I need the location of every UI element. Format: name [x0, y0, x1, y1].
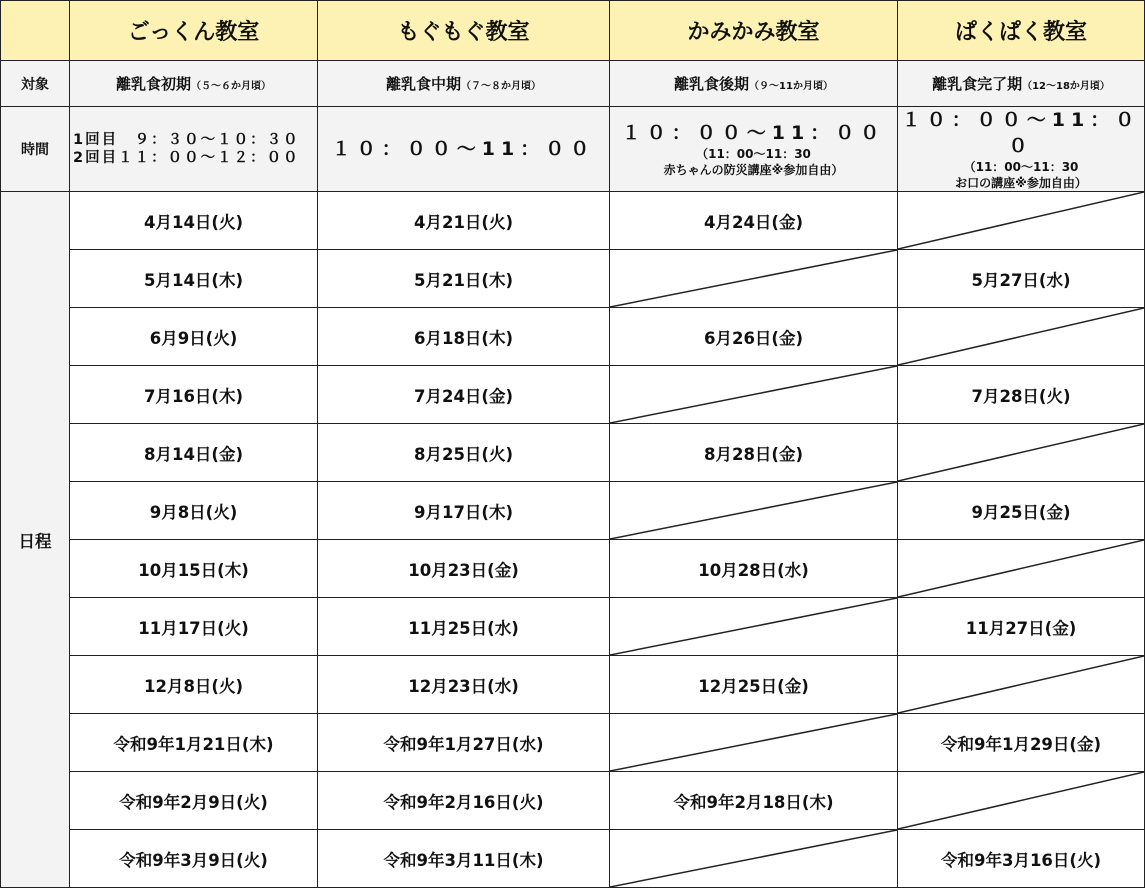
date-rows [1, 192, 1145, 888]
session-date-mogumogu: 令和9年3月11日(木) [318, 830, 610, 888]
time-gokkun [70, 107, 318, 192]
date-row [1, 540, 1145, 598]
target-row [1, 61, 1145, 107]
session-date-mogumogu: 11月25日(水) [318, 598, 610, 656]
session-date-kamikami: 12月25日(金) [610, 656, 898, 714]
class-name-kamikami: かみかみ教室 [610, 1, 898, 61]
time-main: １０：００～11：００ [331, 138, 596, 160]
session-date-gokkun: 9月8日(火) [70, 482, 318, 540]
diagonal-strike-line [610, 598, 897, 655]
date-row [1, 598, 1145, 656]
no-session-cell-kamikami [610, 250, 898, 308]
session-date-gokkun: 4月14日(火) [70, 192, 318, 250]
no-session-cell-pakupaku [898, 772, 1145, 830]
time-kamikami [610, 107, 898, 192]
session-date-mogumogu: 7月24日(金) [318, 366, 610, 424]
time-row [1, 107, 1145, 192]
diagonal-strike-line [898, 424, 1144, 481]
session-date-gokkun: 10月15日(木) [70, 540, 318, 598]
date-row [1, 192, 1145, 250]
no-session-cell-pakupaku [898, 540, 1145, 598]
no-session-cell-pakupaku [898, 424, 1145, 482]
no-session-cell-kamikami [610, 830, 898, 888]
target-age-note: （９～11か月頃） [749, 81, 833, 92]
date-row [1, 366, 1145, 424]
target-age-note: （７～８か月頃） [461, 81, 541, 92]
date-row [1, 656, 1145, 714]
no-session-cell-pakupaku [898, 656, 1145, 714]
session-date-kamikami: 6月26日(金) [610, 308, 898, 366]
time-session-1: 1回目 ９：３０～１０：３０ [73, 132, 300, 148]
time-session-2: 2回目１１：００～１２：００ [73, 150, 300, 166]
date-row [1, 830, 1145, 888]
time-row-label: 時間 [1, 107, 70, 192]
time-extra-note: お口の講座※参加自由） [955, 176, 1087, 190]
session-date-gokkun: 11月17日(火) [70, 598, 318, 656]
time-extra: （11：00～11：30 [696, 147, 811, 161]
time-mogumogu [318, 107, 610, 192]
date-row [1, 482, 1145, 540]
target-row-label: 対象 [1, 61, 70, 107]
session-date-mogumogu: 5月21日(木) [318, 250, 610, 308]
diagonal-strike-line [898, 192, 1144, 249]
target-gokkun [70, 61, 318, 107]
target-pakupaku [898, 61, 1145, 107]
session-date-gokkun: 令和9年3月9日(火) [70, 830, 318, 888]
class-name-pakupaku: ぱくぱく教室 [898, 1, 1145, 61]
diagonal-strike-line [898, 656, 1144, 713]
session-date-mogumogu: 12月23日(水) [318, 656, 610, 714]
session-date-pakupaku: 9月25日(金) [898, 482, 1145, 540]
class-name-gokkun: ごっくん教室 [70, 1, 318, 61]
session-date-mogumogu: 10月23日(金) [318, 540, 610, 598]
no-session-cell-kamikami [610, 482, 898, 540]
date-row [1, 714, 1145, 772]
date-row [1, 250, 1145, 308]
session-date-mogumogu: 4月21日(火) [318, 192, 610, 250]
target-age-note: （12～18か月頃） [1022, 81, 1110, 92]
target-label: 離乳食初期 [115, 75, 191, 93]
diagonal-strike-line [610, 250, 897, 307]
session-date-pakupaku: 令和9年1月29日(金) [898, 714, 1145, 772]
session-date-pakupaku: 5月27日(水) [898, 250, 1145, 308]
session-date-pakupaku: 7月28日(火) [898, 366, 1145, 424]
session-date-kamikami: 令和9年2月18日(木) [610, 772, 898, 830]
corner-cell [1, 1, 70, 61]
session-date-mogumogu: 9月17日(木) [318, 482, 610, 540]
diagonal-strike-line [898, 540, 1144, 597]
date-row [1, 772, 1145, 830]
session-date-pakupaku: 令和9年3月16日(火) [898, 830, 1145, 888]
session-date-mogumogu: 令和9年1月27日(水) [318, 714, 610, 772]
session-date-kamikami: 10月28日(水) [610, 540, 898, 598]
session-date-gokkun: 令和9年1月21日(木) [70, 714, 318, 772]
session-date-gokkun: 12月8日(火) [70, 656, 318, 714]
session-date-mogumogu: 6月18日(木) [318, 308, 610, 366]
no-session-cell-kamikami [610, 366, 898, 424]
session-date-gokkun: 8月14日(金) [70, 424, 318, 482]
time-extra: （11：00～11：30 [963, 160, 1079, 174]
diagonal-strike-line [898, 308, 1144, 365]
session-date-gokkun: 7月16日(木) [70, 366, 318, 424]
session-date-pakupaku: 11月27日(金) [898, 598, 1145, 656]
target-label: 離乳食中期 [385, 75, 461, 93]
no-session-cell-pakupaku [898, 192, 1145, 250]
time-extra-note: 赤ちゃんの防災講座※参加自由） [663, 163, 844, 177]
time-main: １０：００～11：００ [621, 122, 886, 144]
session-date-gokkun: 6月9日(火) [70, 308, 318, 366]
diagonal-strike-line [610, 714, 897, 771]
no-session-cell-kamikami [610, 598, 898, 656]
no-session-cell-pakupaku [898, 308, 1145, 366]
header-row [1, 1, 1145, 61]
target-label: 離乳食完了期 [932, 75, 1023, 93]
target-mogumogu [318, 61, 610, 107]
session-date-mogumogu: 8月25日(火) [318, 424, 610, 482]
session-date-gokkun: 5月14日(木) [70, 250, 318, 308]
date-row [1, 424, 1145, 482]
session-date-gokkun: 令和9年2月9日(火) [70, 772, 318, 830]
session-date-kamikami: 8月28日(金) [610, 424, 898, 482]
session-date-mogumogu: 令和9年2月16日(火) [318, 772, 610, 830]
time-main: １０：００～11：００ [901, 109, 1141, 157]
no-session-cell-kamikami [610, 714, 898, 772]
diagonal-strike-line [610, 366, 897, 423]
diagonal-strike-line [898, 772, 1144, 829]
diagonal-strike-line [610, 830, 897, 887]
date-row [1, 308, 1145, 366]
dates-row-label: 日程 [1, 192, 70, 888]
diagonal-strike-line [610, 482, 897, 539]
time-pakupaku [898, 107, 1145, 192]
target-label: 離乳食後期 [674, 75, 750, 93]
class-name-mogumogu: もぐもぐ教室 [318, 1, 610, 61]
session-date-kamikami: 4月24日(金) [610, 192, 898, 250]
target-age-note: （５～６か月頃） [191, 81, 271, 92]
target-kamikami [610, 61, 898, 107]
